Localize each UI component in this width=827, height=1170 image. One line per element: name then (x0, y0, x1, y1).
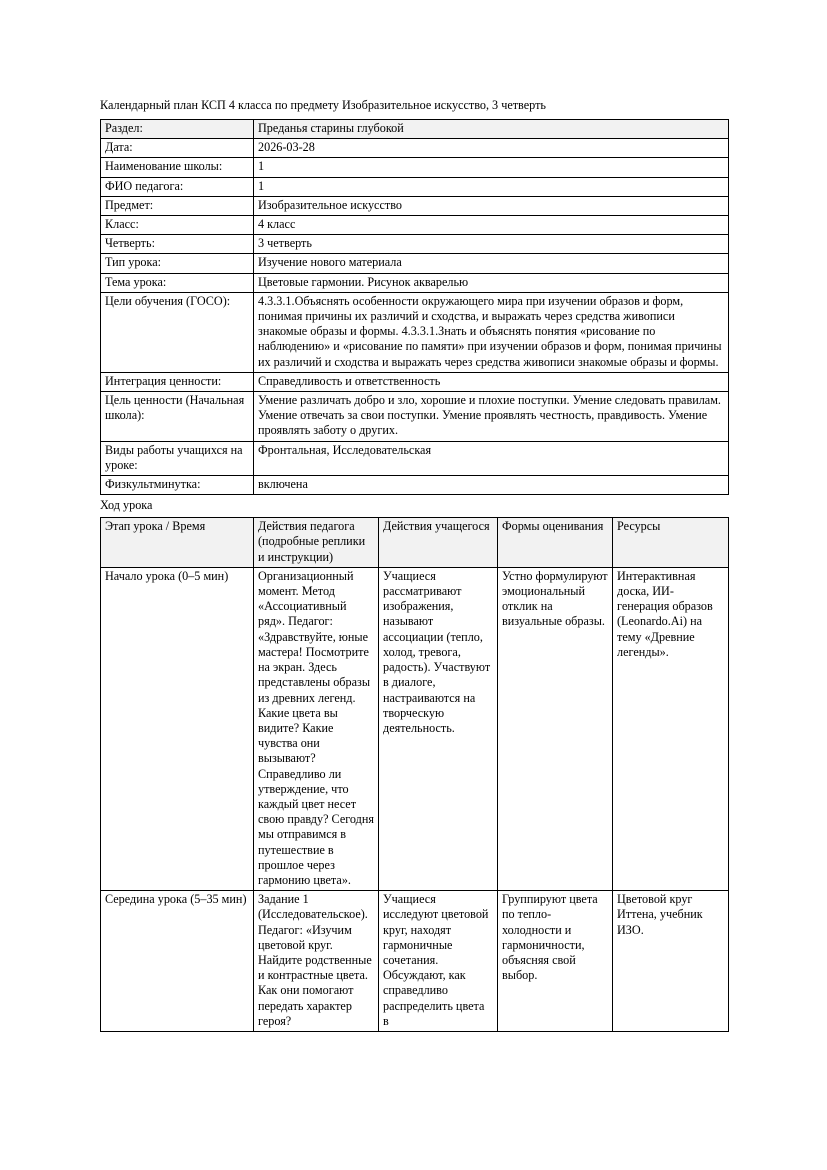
info-row-value: Фронтальная, Исследовательская (254, 441, 729, 475)
lesson-flow-head (101, 518, 729, 568)
info-row-value: Изобразительное искусство (254, 196, 729, 215)
table-row (101, 196, 729, 215)
column-header-resources: Ресурсы (613, 518, 729, 568)
table-row (101, 292, 729, 372)
flow-stage: Середина урока (5–35 мин) (101, 891, 254, 1032)
document-content (100, 98, 728, 1032)
info-row-value: Справедливость и ответственность (254, 372, 729, 391)
column-header-student-actions: Действия учащегося (379, 518, 498, 568)
info-row-value: Умение различать добро и зло, хорошие и плохие поступки. Умение следовать правилам. Умение отвечать за свои поступки. Умение проявлять честность, правдивость. Умение проявлять заботу о других. (254, 392, 729, 442)
table-row (101, 120, 729, 139)
lesson-flow-table (100, 517, 729, 1032)
lesson-flow-label: Ход урока (100, 498, 153, 513)
flow-teacher-actions: Организационный момент. Метод «Ассоциативный ряд». Педагог: «Здравствуйте, юные мастера! Посмотрите на экран. Здесь представлены образы из древних легенд. Какие цвета вы видите? Какие чувства они вызывают? Справедливо ли утверждение, что каждый цвет несет свою правду? Сегодня мы отправимся в путешествие в прошлое через гармонию цвета». (254, 567, 379, 890)
table-row (101, 476, 729, 495)
info-row-label: Предмет: (101, 196, 254, 215)
table-row (101, 392, 729, 442)
info-row-value: 1 (254, 177, 729, 196)
table-row (101, 158, 729, 177)
info-row-label: Класс: (101, 216, 254, 235)
info-row-value: 4 класс (254, 216, 729, 235)
flow-student-actions: Учащиеся рассматривают изображения, называют ассоциации (тепло, холод, тревога, радость). Участвуют в диалоге, настраиваются на творческую деятельность. (379, 567, 498, 890)
flow-student-actions: Учащиеся исследуют цветовой круг, находят гармоничные сочетания. Обсуждают, как справедливо распределить цвета в (379, 891, 498, 1032)
info-row-value: 4.3.3.1.Объяснять особенности окружающего мира при изучении образов и форм, понимая причины их различий и сходства, и выражать через средства живописи знакомые образы и формы. 4.3.3.1.Знать и объяснять понятия «рисование по наблюдению» и «рисование по памяти» при изучении образов и форм, понимая причины их различий и сходства и выражать через средства живописи знакомые образы и формы. (254, 292, 729, 372)
flow-assessment: Группируют цвета по тепло-холодности и гармоничности, объясняя свой выбор. (498, 891, 613, 1032)
flow-resources: Цветовой круг Иттена, учебник ИЗО. (613, 891, 729, 1032)
column-header-teacher-actions: Действия педагога (подробные реплики и инструкции) (254, 518, 379, 568)
lesson-flow-body (101, 567, 729, 1031)
lesson-info-table (100, 119, 729, 495)
info-row-label: ФИО педагога: (101, 177, 254, 196)
info-row-label: Наименование школы: (101, 158, 254, 177)
info-row-value: 3 четверть (254, 235, 729, 254)
column-header-assessment: Формы оценивания (498, 518, 613, 568)
info-row-label: Четверть: (101, 235, 254, 254)
info-row-label: Цели обучения (ГОСО): (101, 292, 254, 372)
info-row-label: Виды работы учащихся на уроке: (101, 441, 254, 475)
table-row (101, 139, 729, 158)
info-row-value: включена (254, 476, 729, 495)
info-row-label: Цель ценности (Начальная школа): (101, 392, 254, 442)
info-row-label: Физкультминутка: (101, 476, 254, 495)
column-header-stage: Этап урока / Время (101, 518, 254, 568)
flow-teacher-actions: Задание 1 (Исследовательское). Педагог: «Изучим цветовой круг. Найдите родственные и контрастные цвета. Как они помогают передать характер героя? (254, 891, 379, 1032)
table-row (101, 216, 729, 235)
info-row-label: Интеграция ценности: (101, 372, 254, 391)
info-row-label: Тип урока: (101, 254, 254, 273)
info-row-value: Цветовые гармонии. Рисунок акварелью (254, 273, 729, 292)
table-row (101, 372, 729, 391)
table-row (101, 567, 729, 890)
table-row (101, 441, 729, 475)
table-row (101, 235, 729, 254)
table-row (101, 273, 729, 292)
table-row (101, 254, 729, 273)
table-header-row (101, 518, 729, 568)
info-row-label: Тема урока: (101, 273, 254, 292)
page-title: Календарный план КСП 4 класса по предмету Изобразительное искусство, 3 четверть (100, 98, 546, 112)
info-row-label: Раздел: (101, 120, 254, 139)
table-row (101, 891, 729, 1032)
info-row-value: 1 (254, 158, 729, 177)
info-row-value: Изучение нового материала (254, 254, 729, 273)
flow-stage: Начало урока (0–5 мин) (101, 567, 254, 890)
info-row-value: 2026-03-28 (254, 139, 729, 158)
flow-assessment: Устно формулируют эмоциональный отклик на визуальные образы. (498, 567, 613, 890)
flow-resources: Интерактивная доска, ИИ-генерация образов (Leonardo.Ai) на тему «Древние легенды». (613, 567, 729, 890)
table-row (101, 177, 729, 196)
lesson-info-body (101, 120, 729, 495)
info-row-value: Преданья старины глубокой (254, 120, 729, 139)
info-row-label: Дата: (101, 139, 254, 158)
